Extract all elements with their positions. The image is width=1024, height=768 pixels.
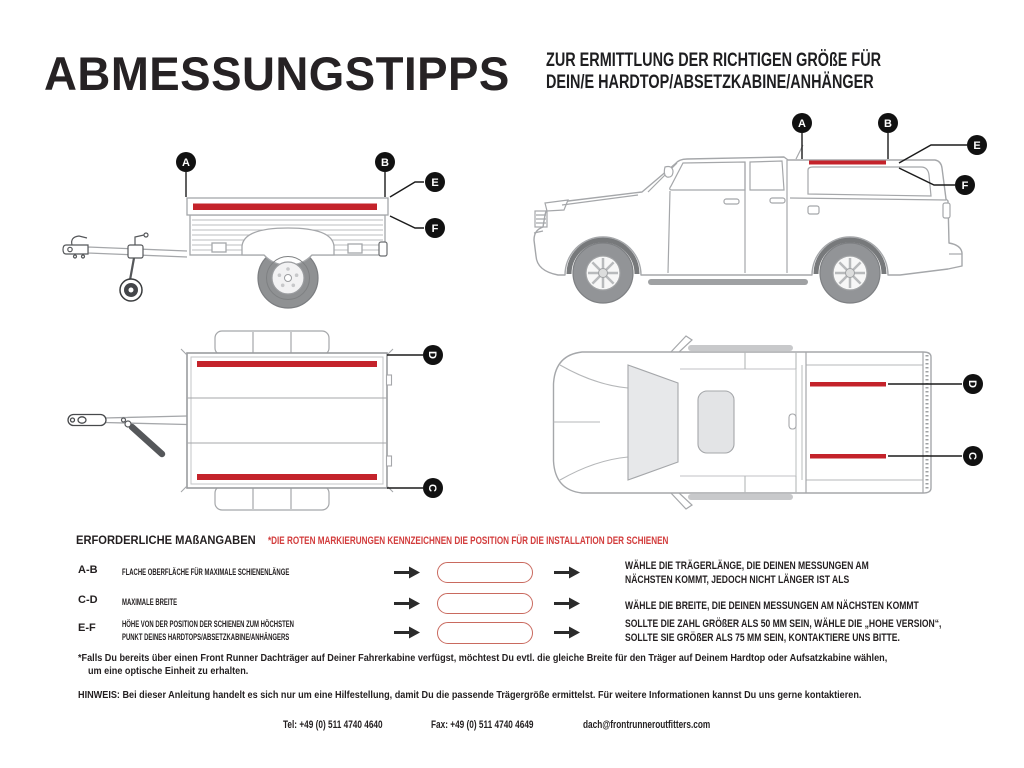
marker-c xyxy=(963,446,983,466)
page-title: ABMESSUNGSTIPPS xyxy=(44,47,510,100)
row-key-ab: A-B xyxy=(78,564,98,576)
running-board-top xyxy=(688,345,793,351)
rail-marking-trailer-side xyxy=(193,204,377,211)
arrow-icon xyxy=(394,597,420,610)
svg-text:D: D xyxy=(426,351,438,359)
trailer-wheel xyxy=(242,228,334,308)
marker-a xyxy=(792,113,812,133)
marker-b xyxy=(375,152,395,172)
subtitle-line-2: DEIN/E HARDTOP/ABSETZKABINE/ANHÄNGER xyxy=(546,70,874,93)
marker-f xyxy=(425,218,445,238)
trailer-side-view-figure xyxy=(30,118,470,318)
subtitle-line-1: ZUR ERMITTLUNG DER RICHTIGEN GRÖßE FÜR xyxy=(546,49,882,71)
truck-side-view-figure xyxy=(520,103,1010,318)
windshield xyxy=(628,365,678,480)
trailer-top-view-figure xyxy=(30,318,470,518)
marker-f xyxy=(955,175,975,195)
contact-email: dach@frontrunneroutfitters.com xyxy=(583,719,711,731)
svg-text:C: C xyxy=(426,484,438,492)
side-mirror xyxy=(664,167,673,178)
page-subtitle xyxy=(546,50,999,93)
trailer-box-top xyxy=(187,353,387,488)
measurement-oval-ab xyxy=(437,562,533,583)
svg-text:F: F xyxy=(431,223,439,235)
marker-c xyxy=(423,478,443,498)
svg-text:C: C xyxy=(966,452,978,460)
leader-lines xyxy=(387,355,423,488)
row-result-ab: WÄHLE DIE TRÄGERLÄNGE, DIE DEINEN MESSUNGEN AM NÄCHSTEN KOMMT, JEDOCH NICHT LÄNGER IST ALS xyxy=(625,560,869,586)
trailer-fender xyxy=(242,228,334,265)
truck-top-view-figure xyxy=(540,325,1010,520)
truck-wheels xyxy=(573,243,880,303)
drawbar xyxy=(104,416,187,425)
taillight xyxy=(943,203,950,218)
truck-top-body-outline xyxy=(554,352,932,493)
row-desc-ef: HÖHE VON DER POSITION DER SCHIENEN ZUM HÖCHSTEN PUNKT DEINES HARDTOPS/ABSETZKABINE/ANHÄNGERS xyxy=(122,619,294,642)
svg-text:E: E xyxy=(973,140,981,152)
svg-text:A: A xyxy=(182,157,190,169)
sunroof xyxy=(698,391,734,453)
marker-d xyxy=(963,374,983,394)
svg-text:D: D xyxy=(966,380,978,388)
svg-text:F: F xyxy=(961,180,969,192)
arrow-icon xyxy=(554,626,580,639)
measurement-oval-ef xyxy=(437,622,533,644)
svg-text:B: B xyxy=(884,118,892,130)
headlight xyxy=(545,200,568,211)
marker-e xyxy=(425,172,445,192)
contact-tel: Tel: +49 (0) 511 4740 4640 xyxy=(283,719,383,731)
rail-marking-top-c xyxy=(197,474,377,480)
asterisk-footnote: *Falls Du bereits über einen Front Runner Dachträger auf Deiner Fahrerkabine verfügst, möchtest Du evtl. die gleiche Breite für den Träger auf Deinem Hardtop oder Aufsatzkabine wählen, um eine optische Einheit zu erhalten. xyxy=(78,653,888,677)
marker-d xyxy=(423,345,443,365)
mirror-bottom xyxy=(670,492,692,509)
row-key-ef: E-F xyxy=(78,622,96,634)
svg-text:B: B xyxy=(381,157,389,169)
arrow-icon xyxy=(554,566,580,579)
row-desc-cd: MAXIMALE BREITE xyxy=(122,597,178,607)
row-key-cd: C-D xyxy=(78,594,98,606)
marker-b xyxy=(878,113,898,133)
rail-marking-bed-d xyxy=(810,382,886,387)
mirror-top xyxy=(670,336,692,353)
svg-text:E: E xyxy=(431,177,439,189)
marker-a xyxy=(176,152,196,172)
row-desc-ab: FLACHE OBERFLÄCHE FÜR MAXIMALE SCHIENENLÄNGE xyxy=(122,567,290,577)
running-board-bottom xyxy=(688,494,793,500)
fuel-door xyxy=(808,206,819,214)
row-result-ef: SOLLTE DIE ZAHL GRÖßER ALS 50 MM SEIN, WÄHLE DIE „HOHE VERSION“, SOLLTE SIE GRÖßER ALS 75 MM SEIN, KONTAKTIERE UNS BITTE. xyxy=(625,618,942,644)
rail-marking-bed-c xyxy=(810,454,886,459)
running-board xyxy=(648,279,808,285)
red-markings-note: *DIE ROTEN MARKIERUNGEN KENNZEICHNEN DIE POSITION FÜR DIE INSTALLATION DER SCHIENEN xyxy=(268,535,669,547)
hardtop-window xyxy=(808,167,931,196)
measurement-oval-cd xyxy=(437,593,533,614)
hinweis-note: HINWEIS: Bei dieser Anleitung handelt es sich nur um eine Hilfestellung, damit Du die passende Trägergröße ermittelst. Für weitere Informationen kannst Du uns gerne kontaktieren. xyxy=(78,690,862,701)
contact-fax: Fax: +49 (0) 511 4740 4649 xyxy=(431,719,534,731)
marker-e xyxy=(967,135,987,155)
rail-marking-truck-side xyxy=(809,161,886,165)
measurements-heading: ERFORDERLICHE MAßANGABEN xyxy=(76,535,256,547)
jockey-wheel xyxy=(120,233,148,301)
arrow-icon xyxy=(394,566,420,579)
arrow-icon xyxy=(394,626,420,639)
arrow-icon xyxy=(554,597,580,610)
row-result-cd: WÄHLE DIE BREITE, DIE DEINEN MESSUNGEN AM NÄCHSTEN KOMMT xyxy=(625,600,919,612)
bed-handle xyxy=(789,414,796,429)
rail-marking-top-d xyxy=(197,361,377,367)
trailer-coupler xyxy=(63,236,88,258)
coupler-top xyxy=(68,415,106,426)
trailer-taillight xyxy=(379,242,387,256)
svg-text:A: A xyxy=(798,118,806,130)
